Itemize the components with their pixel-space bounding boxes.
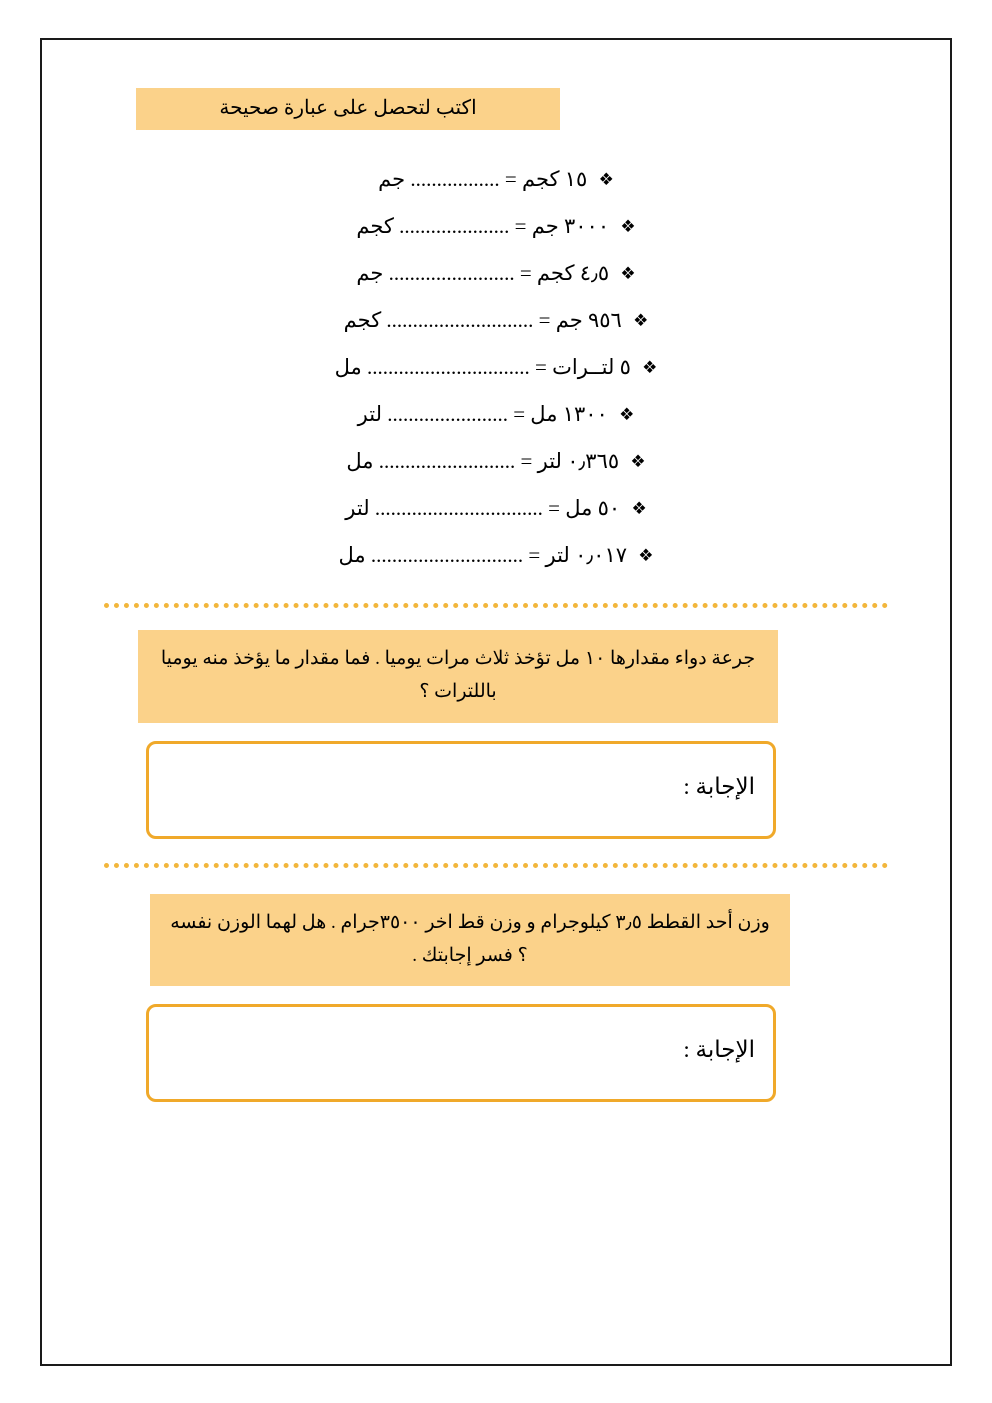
problem-block-1 <box>94 630 898 839</box>
conversion-exercise-list <box>94 156 898 579</box>
conversion-text[interactable]: ٩٥٦ جم = ............................ كجم <box>343 308 622 332</box>
list-item <box>94 438 898 485</box>
list-item <box>94 250 898 297</box>
list-item <box>94 156 898 203</box>
answer-box-1[interactable] <box>146 741 776 839</box>
answer-label-1: الإجابة : <box>683 773 755 799</box>
diamond-bullet-icon: ❖ <box>619 405 635 424</box>
worksheet-title-banner: اكتب لتحصل على عبارة صحيحة <box>136 88 560 130</box>
diamond-bullet-icon: ❖ <box>620 264 636 283</box>
diamond-bullet-icon: ❖ <box>620 217 636 236</box>
conversion-text[interactable]: ١٥ كجم = ................. جم <box>378 167 588 191</box>
diamond-bullet-icon: ❖ <box>638 546 654 565</box>
diamond-bullet-icon: ❖ <box>631 499 647 518</box>
dotted-separator <box>104 863 888 868</box>
list-item <box>94 297 898 344</box>
answer-box-2[interactable] <box>146 1004 776 1102</box>
list-item <box>94 391 898 438</box>
conversion-text[interactable]: ٣٠٠٠ جم = ..................... كجم <box>356 214 610 238</box>
problem-block-2 <box>94 894 898 1103</box>
conversion-text[interactable]: ١٣٠٠ مل = ....................... لتر <box>357 402 608 426</box>
answer-input-2[interactable] <box>149 1007 773 1099</box>
conversion-text[interactable]: ٥ لتــرات = ............................... مل <box>334 355 631 379</box>
answer-label-2: الإجابة : <box>683 1037 755 1062</box>
conversion-text[interactable]: ٤٫٥ كجم = ........................ جم <box>356 261 610 285</box>
list-item <box>94 203 898 250</box>
dotted-separator <box>104 603 888 608</box>
diamond-bullet-icon: ❖ <box>630 452 646 471</box>
answer-input-1[interactable] <box>149 744 773 836</box>
diamond-bullet-icon: ❖ <box>598 170 614 189</box>
question-text-2: وزن أحد القطط ٣٫٥ كيلوجرام و وزن قط اخر ٣٥٠٠جرام . هل لهما الوزن نفسه ؟ فسر إجابتك . <box>150 894 790 987</box>
list-item <box>94 344 898 391</box>
question-text-1: جرعة دواء مقدارها ١٠ مل تؤخذ ثلاث مرات يوميا . فما مقدار ما يؤخذ منه يوميا باللترات ؟ <box>138 630 778 723</box>
page-content <box>42 38 950 1102</box>
conversion-text[interactable]: ٠٫٣٦٥ لتر = .......................... مل <box>346 449 620 473</box>
list-item <box>94 532 898 579</box>
diamond-bullet-icon: ❖ <box>633 311 649 330</box>
conversion-text[interactable]: ٥٠ مل = ................................ لتر <box>345 496 621 520</box>
list-item <box>94 485 898 532</box>
conversion-text[interactable]: ٠٫٠١٧ لتر = ............................. مل <box>338 543 627 567</box>
diamond-bullet-icon: ❖ <box>642 358 658 377</box>
